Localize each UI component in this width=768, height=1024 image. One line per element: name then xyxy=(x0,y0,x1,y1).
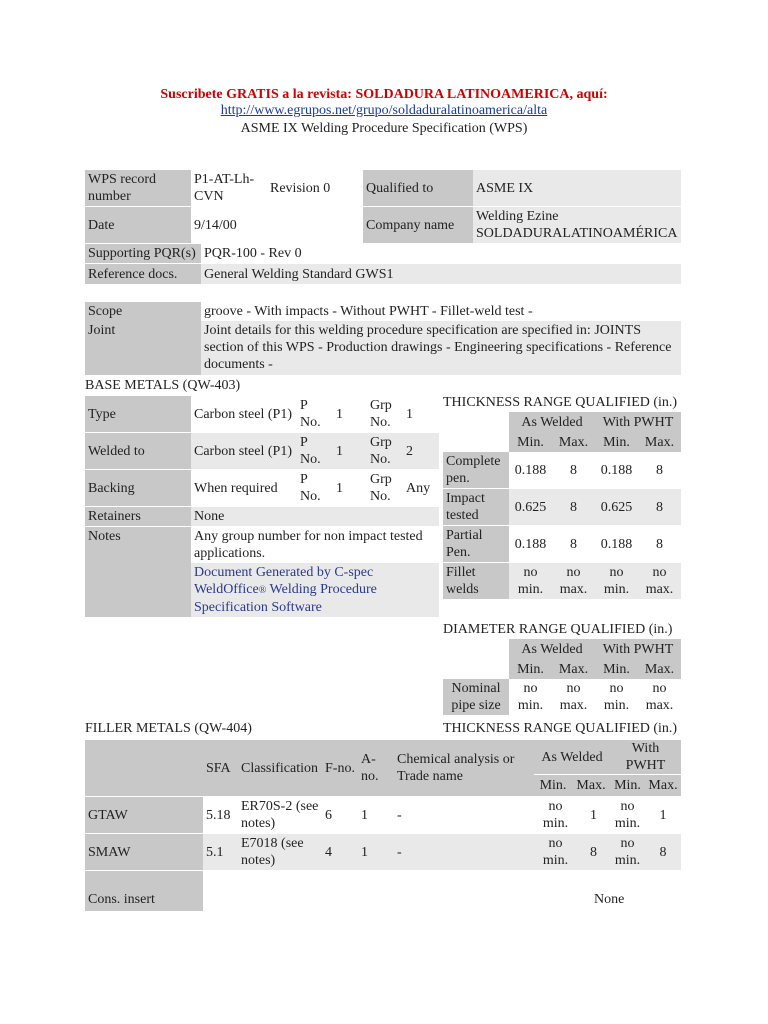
filler-corner xyxy=(85,740,203,796)
reference-docs-label: Reference docs. xyxy=(85,264,201,284)
backing-label: Backing xyxy=(85,470,191,506)
filler-cell: no min. xyxy=(610,834,645,870)
diameter-range-title: DIAMETER RANGE QUALIFIED (in.) xyxy=(443,622,673,637)
filler-cell: 1 xyxy=(659,807,667,823)
dia-cell: no max. xyxy=(645,681,674,713)
filler-process-label: GTAW xyxy=(85,797,203,833)
filler-cell: - xyxy=(394,834,534,870)
thk-min-header: Min. xyxy=(509,432,552,452)
filler-with-pwht-header: With PWHT xyxy=(610,740,681,774)
thickness-range-title: THICKNESS RANGE QUALIFIED (in.) xyxy=(443,395,678,410)
backing-grp-value: Any xyxy=(406,480,431,496)
filler-process-label: SMAW xyxy=(85,834,203,870)
thk-row-label: Partial Pen. xyxy=(443,526,509,562)
backing-p-label: P No. xyxy=(300,472,321,504)
company-name-label: Company name xyxy=(363,207,473,243)
thk-cell: 8 xyxy=(656,536,663,552)
thk-pwht-min-header: Min. xyxy=(595,432,638,452)
dia-with-pwht-header: With PWHT xyxy=(595,639,681,659)
qualified-to-label: Qualified to xyxy=(363,170,473,206)
backing-p-value: 1 xyxy=(336,480,343,496)
page-title: ASME IX Welding Procedure Specification (WPS) xyxy=(240,121,528,136)
welded-to-label: Welded to xyxy=(85,433,191,469)
thk-cell: 8 xyxy=(552,489,595,525)
filler-cell: 8 xyxy=(645,834,681,870)
dia-pwht-max-header: Max. xyxy=(638,659,681,679)
promo-text: Suscribete GRATIS a la revista: SOLDADURA LATINOAMERICA, aquí: xyxy=(160,87,608,102)
revision-value: Revision 0 xyxy=(270,180,331,196)
filler-cell: - xyxy=(397,807,402,823)
base-type-label: Type xyxy=(85,396,191,432)
joint-label: Joint xyxy=(85,321,201,375)
filler-cell: 1 xyxy=(361,807,368,823)
filler-cell: 5.18 xyxy=(206,807,231,823)
welded-to-grp-label: Grp No. xyxy=(367,433,403,469)
cons-insert-label: Cons. insert xyxy=(85,871,203,911)
cons-insert-value: None xyxy=(594,892,625,907)
welded-to-grp-value: 2 xyxy=(403,433,439,469)
base-metals-title: BASE METALS (QW-403) xyxy=(85,378,241,393)
filler-cell: E7018 (see notes) xyxy=(238,834,322,870)
retainers-value: None xyxy=(191,507,439,526)
scope-value: groove - With impacts - Without PWHT - Fillet-weld test - xyxy=(204,304,533,319)
filler-sfa-header: SFA xyxy=(203,740,238,796)
scope-label: Scope xyxy=(85,302,201,321)
supporting-pqr-label: Supporting PQR(s) xyxy=(85,244,201,263)
dia-min-header: Min. xyxy=(509,659,552,679)
wps-record-value: P1-AT-Lh-CVN xyxy=(194,172,255,204)
base-type-p-value: 1 xyxy=(336,406,343,422)
thk-cell: no min. xyxy=(595,563,638,599)
base-type-grp-label: Grp No. xyxy=(370,398,392,430)
filler-cell: no min. xyxy=(534,834,577,870)
nominal-pipe-size-label: Nominal pipe size xyxy=(443,679,509,715)
thk-cell: 8 xyxy=(570,536,577,552)
filler-as-welded-header: As Welded xyxy=(534,740,610,774)
date-value: 9/14/00 xyxy=(194,217,237,233)
thk-cell: 8 xyxy=(570,462,577,478)
dia-cell: no min. xyxy=(517,681,544,713)
thk-pwht-max-header: Max. xyxy=(638,432,681,452)
filler-chem-header: Chemical analysis or Trade name xyxy=(394,740,534,796)
dia-max-header: Max. xyxy=(552,659,595,679)
date-label: Date xyxy=(85,207,191,243)
subscribe-link[interactable]: http://www.egrupos.net/grupo/soldaduralatinoamerica/alta xyxy=(220,103,548,118)
notes-value: Any group number for non impact tested applications. xyxy=(194,529,423,561)
thk-cell: 0.188 xyxy=(514,462,547,478)
notes-label-fill xyxy=(85,563,191,617)
base-type-grp-value: 1 xyxy=(406,406,413,422)
generated-by-note: Document Generated by C-spec WeldOffice® Welding Procedure Specification Software xyxy=(191,563,439,617)
thk-cell: 8 xyxy=(656,462,663,478)
welded-to-p-value: 1 xyxy=(333,433,367,469)
filler-thickness-title: THICKNESS RANGE QUALIFIED (in.) xyxy=(443,721,678,736)
thk-max-header: Max. xyxy=(552,432,595,452)
dia-pwht-min-header: Min. xyxy=(595,659,638,679)
supporting-pqr-value: PQR-100 - Rev 0 xyxy=(204,246,302,261)
thk-row-label: Complete pen. xyxy=(443,452,509,488)
dia-cell: no min. xyxy=(603,681,630,713)
qualified-to-value: ASME IX xyxy=(473,170,681,206)
thk-cell: no max. xyxy=(638,563,681,599)
filler-cell: 5.1 xyxy=(203,834,238,870)
filler-cell: 4 xyxy=(322,834,358,870)
wps-record-label: WPS record number xyxy=(85,170,191,206)
thk-with-pwht-header: With PWHT xyxy=(595,412,681,432)
thk-row-label: Impact tested xyxy=(443,489,509,525)
filler-class-header: Classification xyxy=(238,740,322,796)
thk-cell: 0.188 xyxy=(600,462,633,478)
filler-cell: 1 xyxy=(590,807,597,823)
filler-cell: no min. xyxy=(614,799,641,831)
filler-cell: 1 xyxy=(358,834,394,870)
retainers-label: Retainers xyxy=(85,507,191,526)
thk-cell: no max. xyxy=(552,563,595,599)
backing-material: When required xyxy=(194,480,278,496)
backing-grp-label: Grp No. xyxy=(370,472,392,504)
thk-cell: 0.625 xyxy=(595,489,638,525)
filler-pwht-max-header: Max. xyxy=(645,775,681,796)
thk-cell: no min. xyxy=(509,563,552,599)
thk-cell: 0.188 xyxy=(600,536,633,552)
filler-ano-header: A-no. xyxy=(358,740,394,796)
reference-docs-value: General Welding Standard GWS1 xyxy=(201,264,681,284)
thk-cell: 0.188 xyxy=(514,536,547,552)
welded-to-p-label: P No. xyxy=(297,433,333,469)
dia-cell: no max. xyxy=(559,681,588,713)
company-name-value: Welding Ezine SOLDADURALATINOAMÉRICA xyxy=(473,207,681,243)
filler-max-header: Max. xyxy=(572,775,610,796)
notes-label: Notes xyxy=(85,527,191,563)
thk-as-welded-header: As Welded xyxy=(509,412,595,432)
filler-pwht-min-header: Min. xyxy=(610,775,645,796)
filler-cell: 8 xyxy=(577,834,610,870)
welded-to-material: Carbon steel (P1) xyxy=(191,433,297,469)
filler-min-header: Min. xyxy=(534,775,572,796)
base-type-p-label: P No. xyxy=(300,398,321,430)
thk-cell: 8 xyxy=(638,489,681,525)
filler-cell: no min. xyxy=(542,799,569,831)
joint-value: Joint details for this welding procedure specification are specified in: JOINTS section of this WPS - Production drawings - Engineering specifications - Reference documents - xyxy=(201,321,681,375)
filler-cell: 6 xyxy=(325,807,332,823)
base-type-material: Carbon steel (P1) xyxy=(194,406,292,422)
thk-cell: 0.625 xyxy=(509,489,552,525)
thk-row-label: Fillet welds xyxy=(443,563,509,599)
filler-fno-header: F-no. xyxy=(322,740,358,796)
dia-as-welded-header: As Welded xyxy=(509,639,595,659)
filler-metals-title: FILLER METALS (QW-404) xyxy=(85,721,252,736)
filler-cell: ER70S-2 (see notes) xyxy=(241,799,319,831)
